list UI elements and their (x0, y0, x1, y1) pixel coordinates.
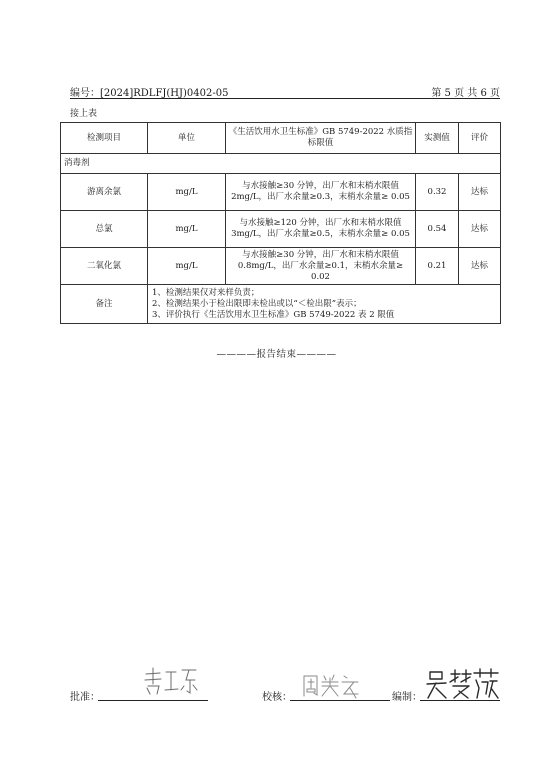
report-end-text: ————报告结束———— (216, 349, 337, 360)
check-label: 校核： (262, 692, 292, 703)
item-unit: mg/L (148, 174, 226, 211)
compile-label: 编制： (392, 692, 422, 703)
item-name: 游离余氯 (61, 174, 148, 211)
note-line: 3、评价执行《生活饮用水卫生标准》GB 5749-2022 表 2 限值 (152, 309, 395, 320)
item-standard: 与水接触≥30 分钟，出厂水和末梢水限值 0.8mg/L，出厂水余量≥0.1，末梢水余量≥ 0.02 (226, 248, 416, 285)
approver-signature (140, 660, 200, 700)
item-value: 0.32 (416, 174, 459, 211)
notes-row (61, 285, 501, 324)
table-header-row (61, 123, 501, 154)
approve-line (98, 700, 208, 701)
item-unit: mg/L (148, 211, 226, 248)
results-table (60, 122, 501, 324)
group-label: 消毒剂 (61, 154, 501, 174)
item-value: 0.54 (416, 211, 459, 248)
item-unit: mg/L (148, 248, 226, 285)
header-value: 实测值 (416, 123, 459, 154)
item-name: 总氯 (61, 211, 148, 248)
checker-signature (300, 668, 362, 702)
compiler-signature (424, 664, 500, 704)
table-row (61, 248, 501, 285)
notes-content (148, 285, 501, 324)
item-standard: 与水接触≥30 分钟，出厂水和末梢水限值 2mg/L，出厂水余量≥0.3，末梢水余量≥ 0.05 (226, 174, 416, 211)
header-standard: 《生活饮用水卫生标准》GB 5749-2022 水质指标限值 (226, 123, 416, 154)
approve-label: 批准： (70, 692, 100, 703)
header-unit: 单位 (148, 123, 226, 154)
header-eval: 评价 (459, 123, 501, 154)
item-standard: 与水接触≥120 分钟，出厂水和末梢水限值 3mg/L，出厂水余量≥0.5，末梢水余量≥ 0.05 (226, 211, 416, 248)
group-row (61, 154, 501, 174)
table-row (61, 174, 501, 211)
item-name: 二氧化氯 (61, 248, 148, 285)
item-eval: 达标 (459, 248, 501, 285)
note-line: 1、检测结果仅对来样负责； (152, 287, 260, 298)
item-eval: 达标 (459, 211, 501, 248)
document-header (70, 84, 500, 99)
header-item: 检测项目 (61, 123, 148, 154)
note-line: 2、检测结果小于检出限即未检出或以“＜检出限”表示； (152, 298, 362, 309)
table-row (61, 211, 501, 248)
page-info: 第 5 页 共 6 页 (431, 88, 500, 99)
item-eval: 达标 (459, 174, 501, 211)
report-number: 编号：[2024]RDLFJ(HJ)0402-05 (70, 88, 229, 99)
continued-label: 接上表 (70, 109, 98, 119)
item-value: 0.21 (416, 248, 459, 285)
notes-label: 备注 (61, 285, 148, 324)
